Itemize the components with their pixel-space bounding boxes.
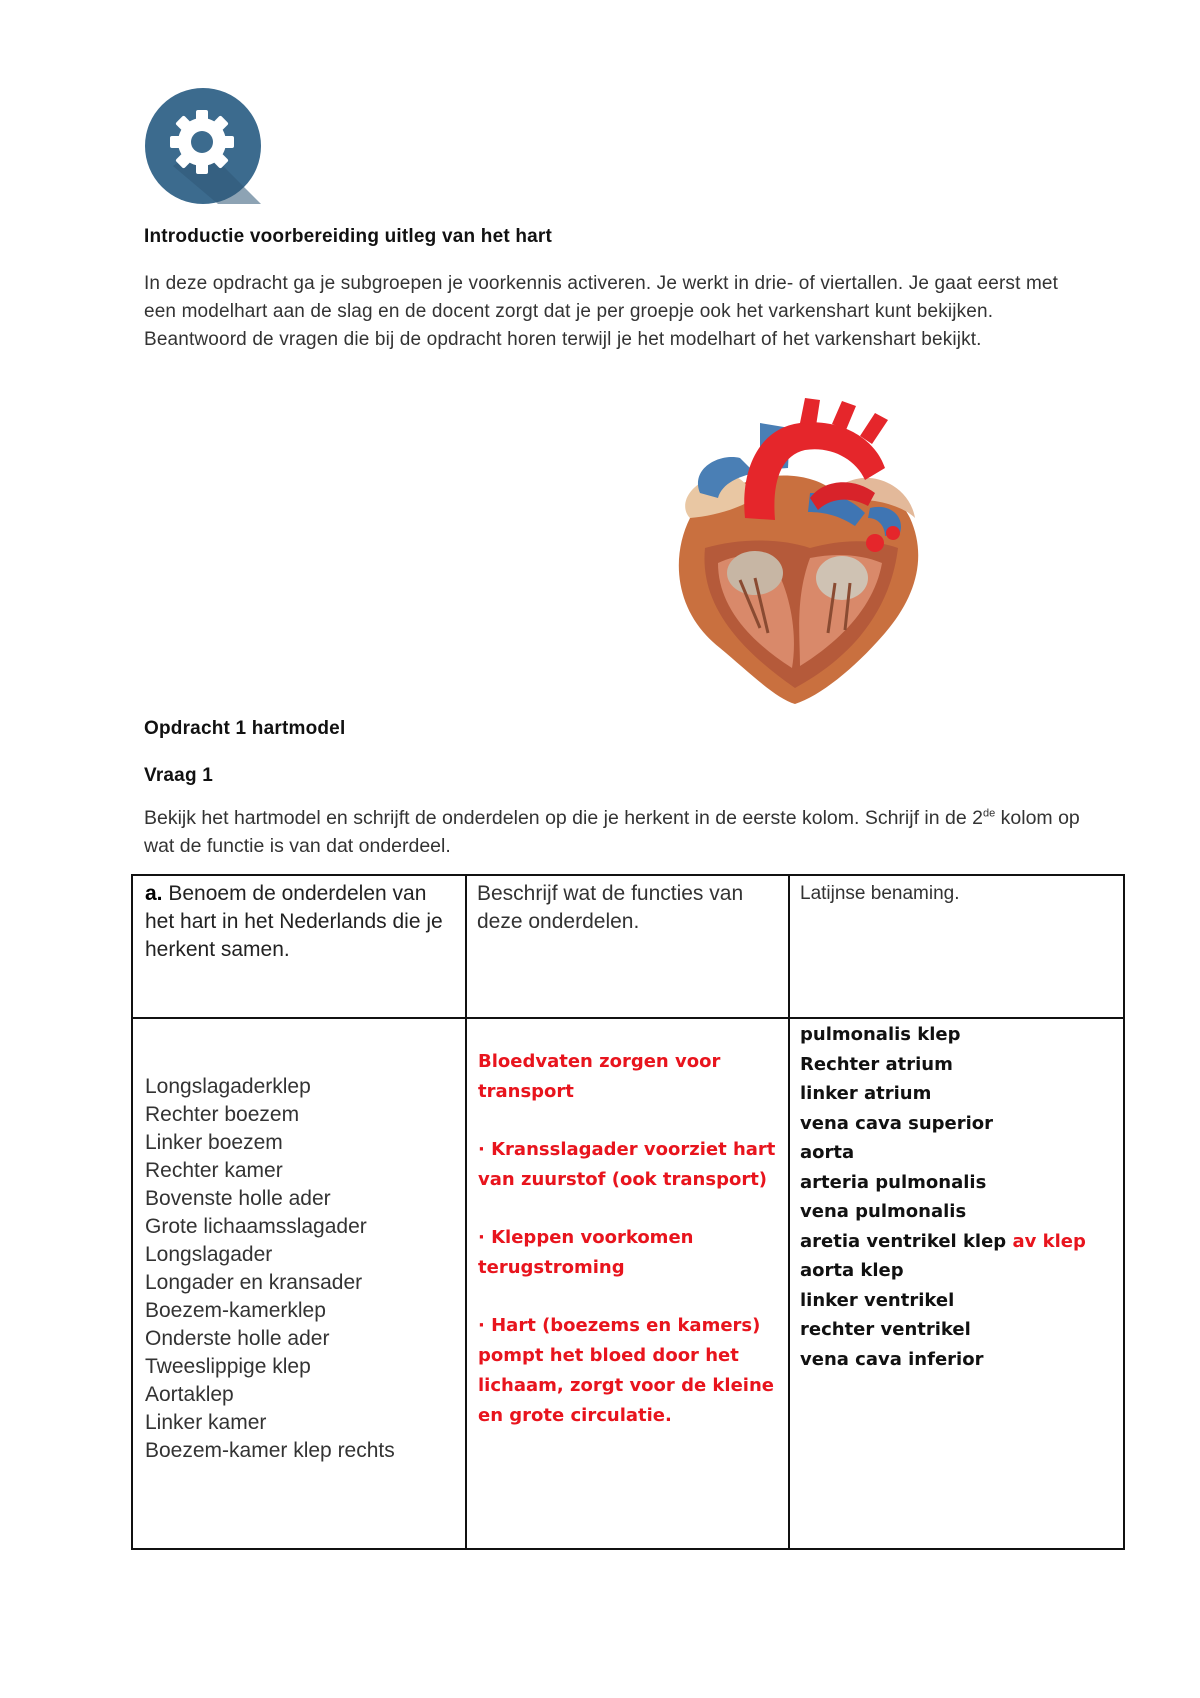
latin-term: arteria pulmonalis: [800, 1171, 987, 1193]
latin-term: vena cava superior: [800, 1112, 994, 1134]
list-item: [800, 1227, 1117, 1257]
parts-list: [133, 1019, 465, 1465]
list-item: [800, 1020, 1117, 1050]
vraag-text-pre: Bekijk het hartmodel en schrijft de onderdelen op die je herkent in de eerste kolom. Schrijf in de 2: [144, 807, 983, 829]
list-item: Aortaklep: [145, 1383, 234, 1406]
latin-term: aorta klep: [800, 1260, 904, 1281]
list-item: [800, 1079, 1117, 1109]
functions-list: [467, 1019, 788, 1431]
latin-term: vena pulmonalis: [800, 1201, 967, 1222]
intro-title: Introductie voorbereiding uitleg van het hart: [144, 226, 553, 247]
function-paragraph: · Kransslagader voorziet hart van zuurstof (ook transport): [478, 1139, 776, 1190]
header-cell-functions: [466, 875, 789, 1018]
table-header-row: [132, 875, 1124, 1018]
header-cell-parts: [132, 875, 466, 1018]
function-paragraph: · Hart (boezems en kamers) pompt het bloed door het lichaam, zorgt voor de kleine en grote circulatie.: [478, 1315, 774, 1426]
latin-term: rechter ventrikel: [800, 1319, 971, 1340]
list-item: Boezem-kamer klep rechts: [145, 1439, 395, 1462]
list-item: Onderste holle ader: [145, 1327, 330, 1350]
vraag-text-post: kolom op wat de functie is van dat onderdeel.: [144, 807, 1080, 857]
list-item: Grote lichaamsslagader: [145, 1215, 367, 1238]
list-item: Bovenste holle ader: [145, 1187, 331, 1210]
list-item: Longader en kransader: [145, 1271, 363, 1294]
list-item: Longslagader: [145, 1243, 273, 1266]
vraag-title: Vraag 1: [144, 765, 214, 786]
list-item: Tweeslippige klep: [145, 1355, 311, 1378]
list-item: Linker kamer: [145, 1411, 267, 1434]
heart-model-icon: [660, 398, 950, 708]
list-item: [800, 1256, 1117, 1286]
answer-table: [131, 874, 1125, 1550]
header-parts-text: Benoem de onderdelen van het hart in het Nederlands die je herkent samen.: [145, 882, 443, 961]
list-item: [800, 1050, 1117, 1080]
gear-icon: [143, 86, 263, 206]
opdracht-title: Opdracht 1 hartmodel: [144, 718, 346, 739]
list-item: [800, 1197, 1117, 1227]
latin-term: linker atrium: [800, 1083, 932, 1104]
latin-term: Rechter atrium: [800, 1053, 953, 1075]
vraag-text-sup: de: [982, 807, 996, 820]
list-item: Linker boezem: [145, 1131, 283, 1154]
list-item: [800, 1168, 1117, 1198]
latin-cell[interactable]: [789, 1018, 1124, 1549]
function-paragraph: Bloedvaten zorgen voor transport: [478, 1051, 721, 1102]
latin-note: av klep: [1006, 1230, 1086, 1252]
list-item: [800, 1138, 1117, 1168]
list-item: Longslagaderklep: [145, 1075, 311, 1098]
latin-term: pulmonalis klep: [800, 1024, 961, 1045]
list-item: [800, 1345, 1117, 1375]
latin-term: aretia ventrikel klep: [800, 1230, 1007, 1252]
header-functions-text: Beschrijf wat de functies van deze onderdelen.: [477, 882, 744, 933]
latin-term: vena cava inferior: [800, 1348, 984, 1370]
list-item: [800, 1109, 1117, 1139]
vraag-instructions: [144, 804, 1094, 860]
latin-term: aorta: [800, 1142, 855, 1163]
latin-list: [790, 1019, 1123, 1374]
list-item: [800, 1315, 1117, 1345]
list-item: Boezem-kamerklep: [145, 1299, 326, 1322]
functions-cell[interactable]: [466, 1018, 789, 1549]
list-item: Rechter kamer: [145, 1159, 283, 1182]
intro-paragraph: In deze opdracht ga je subgroepen je voorkennis activeren. Je werkt in drie- of viertallen. Je gaat eerst met een modelhart aan de slag en de docent zorgt dat je per groepje ook het varkenshart kunt bekijken. Beantwoord de vragen die bij de opdracht horen terwijl je het modelhart of het varkenshart bekijkt.: [144, 273, 1059, 350]
header-latin-text: Latijnse benaming.: [800, 883, 960, 904]
latin-term: linker ventrikel: [800, 1289, 955, 1311]
table-answer-row: [132, 1018, 1124, 1549]
header-cell-latin: [789, 875, 1124, 1018]
list-item: Rechter boezem: [145, 1103, 300, 1126]
list-item: [800, 1286, 1117, 1316]
header-label-a: a.: [145, 882, 163, 905]
function-paragraph: · Kleppen voorkomen terugstroming: [478, 1227, 694, 1278]
parts-cell[interactable]: [132, 1018, 466, 1549]
